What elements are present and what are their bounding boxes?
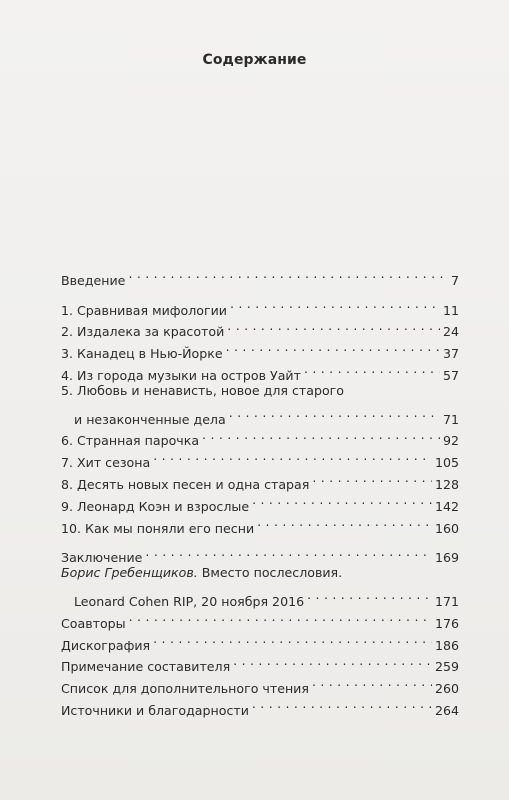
dot-leader (128, 263, 446, 285)
toc-page-number: 71 (442, 411, 459, 427)
toc-entry-label: Дискография (61, 637, 151, 653)
toc-entry-chapter (61, 293, 459, 318)
toc-page-number: 7 (450, 272, 459, 288)
toc-page-number: 169 (434, 550, 459, 566)
toc-page-number: 24 (442, 324, 459, 340)
toc-page-number: 160 (434, 520, 459, 536)
dot-leader (307, 584, 432, 606)
dot-leader (227, 315, 440, 337)
toc-entry-label: и незаконченные дела (74, 411, 226, 427)
toc-page-number: 105 (434, 455, 459, 471)
toc-entry-label: 7. Хит сезона (61, 455, 151, 471)
dot-leader (304, 358, 440, 380)
dot-leader (252, 489, 432, 511)
dot-leader (229, 402, 440, 424)
toc-entry-label: 6. Странная парочка (61, 433, 200, 449)
page-title: Содержание (202, 52, 307, 68)
toc-page-number: 176 (434, 615, 459, 631)
afterword-author: Борис Гребенщиков. (61, 565, 198, 581)
toc-page-number: 128 (434, 476, 459, 492)
toc-entry-label: 5. Любовь и ненависть, новое для старого (61, 382, 344, 398)
toc-entry-label: 2. Издалека за красотой (61, 324, 225, 340)
toc-entry-label: Список для дополнительного чтения (61, 681, 309, 697)
toc-page-number: 171 (434, 593, 459, 609)
toc-entry-label: 8. Десять новых песен и одна старая (61, 476, 310, 492)
toc-page-number: 11 (442, 302, 459, 318)
toc-entry-conclusion (61, 541, 459, 566)
toc-page-number: 264 (434, 702, 459, 718)
dot-leader (129, 606, 432, 628)
toc-entry-label: Заключение (61, 550, 143, 566)
afterword-title: Вместо послесловия. (197, 565, 343, 581)
toc-page-number: 142 (434, 498, 459, 514)
toc-entry-label: Leonard Cohen RIP, 20 ноября 2016 (74, 593, 305, 609)
toc-entry-label: Введение (61, 272, 126, 288)
dot-leader (145, 541, 432, 563)
toc-entry-afterword-line2 (61, 584, 459, 609)
toc-entry-chapter-line2 (61, 402, 459, 427)
toc-page-number: 57 (442, 367, 459, 383)
toc-entry-label: 9. Леонард Коэн и взрослые (61, 498, 250, 514)
dot-leader (226, 336, 440, 358)
dot-leader (312, 467, 432, 489)
toc-entry-label: 10. Как мы поняли его песни (61, 520, 255, 536)
toc-entry-label: 4. Из города музыки на остров Уайт (61, 367, 301, 383)
toc-entry-intro (61, 263, 459, 288)
toc-page-number: 37 (442, 346, 459, 362)
dot-leader (252, 693, 432, 715)
toc-page-number: 259 (434, 659, 459, 675)
toc-entry-chapter-line1 (61, 380, 459, 402)
toc-entry-label: 3. Канадец в Нью-Йорке (61, 346, 223, 362)
toc-entry-label: Источники и благодарности (61, 702, 249, 718)
toc-entry-label: Соавторы (61, 615, 126, 631)
toc-entry-label: Примечание составителя (61, 659, 231, 675)
toc-entry-afterword-line1 (61, 562, 459, 584)
toc-page-number: 186 (434, 637, 459, 653)
dot-leader (233, 650, 432, 672)
toc-page-number: 92 (442, 433, 459, 449)
dot-leader (153, 445, 432, 467)
dot-leader (153, 628, 432, 650)
table-of-contents (61, 263, 459, 718)
toc-page-number: 260 (434, 681, 459, 697)
dot-leader (312, 671, 432, 693)
dot-leader (257, 511, 432, 533)
toc-entry-label: 1. Сравнивая мифологии (61, 302, 227, 318)
toc-entry-label (61, 565, 342, 580)
dot-leader (230, 293, 440, 315)
dot-leader (202, 424, 440, 446)
